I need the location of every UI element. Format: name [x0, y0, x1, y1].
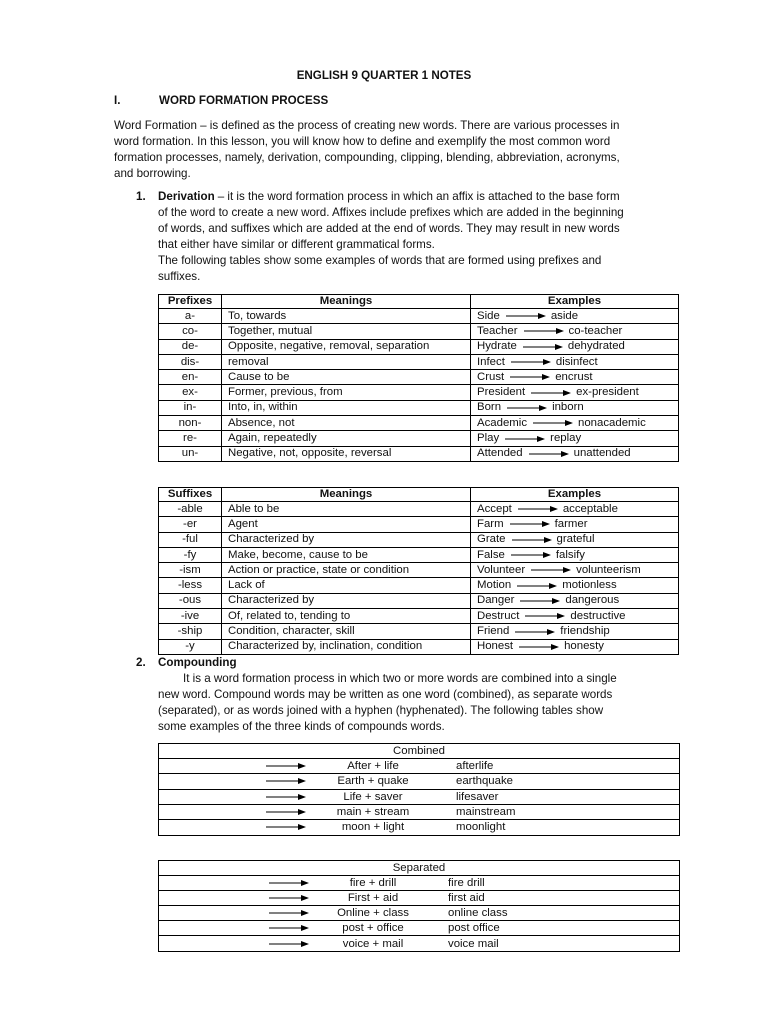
compound-row: [159, 876, 679, 891]
intro-paragraph: [114, 118, 620, 182]
list-number-derivation: 1.: [136, 190, 146, 203]
table-header-row: [159, 488, 679, 502]
right-arrow-icon: [512, 536, 552, 544]
example-cell: [471, 639, 679, 654]
affix-cell: -ism: [159, 563, 222, 578]
example-cell: [471, 339, 679, 354]
right-arrow-icon: [518, 505, 558, 513]
compound-row: [159, 790, 679, 805]
base-word: Destruct: [477, 609, 520, 622]
table-body: [159, 502, 679, 655]
meaning-cell: Cause to be: [222, 370, 471, 385]
table-row: [159, 385, 679, 400]
derived-word: inborn: [552, 401, 584, 414]
right-arrow-icon: [511, 551, 551, 559]
meaning-cell: To, towards: [222, 309, 471, 324]
paragraph-line: that either have similar or different grammatical forms.: [158, 238, 435, 251]
paragraph-line: (separated), or as words joined with a hyphen (hyphenated). The following tables show: [158, 704, 604, 717]
right-arrow-icon: [519, 643, 559, 651]
example-cell: [471, 446, 679, 461]
affix-cell: -less: [159, 578, 222, 593]
table-row: [159, 547, 679, 562]
compound-word: fire drill: [448, 877, 485, 889]
example-pair: [477, 610, 626, 623]
derived-word: dehydrated: [567, 340, 625, 353]
paragraph-line: suffixes.: [158, 270, 201, 283]
meaning-cell: Negative, not, opposite, reversal: [222, 446, 471, 461]
table-row: [159, 339, 679, 354]
right-arrow-icon: [505, 435, 545, 443]
compound-parts: moon + light: [341, 821, 405, 834]
derived-word: friendship: [560, 625, 610, 638]
compound-row: [159, 891, 679, 906]
combined-table: [158, 743, 680, 836]
base-word: Volunteer: [477, 563, 526, 576]
table-head: [159, 295, 679, 309]
paragraph-line: and borrowing.: [114, 167, 191, 180]
compound-row: [159, 820, 679, 835]
right-arrow-icon: [531, 566, 571, 574]
compound-parts: First + aid: [347, 892, 399, 904]
compound-parts: main + stream: [336, 805, 410, 818]
example-pair: [477, 518, 588, 531]
example-cell: [471, 502, 679, 517]
affix-cell: -able: [159, 502, 222, 517]
example-pair: [477, 356, 598, 369]
compounding-paragraph: [158, 655, 617, 735]
section-number: I.: [114, 94, 121, 107]
example-cell: [471, 431, 679, 446]
derived-word: aside: [550, 309, 579, 322]
meaning-cell: Agent: [222, 517, 471, 532]
right-arrow-icon: [515, 628, 555, 636]
compound-row: [159, 805, 679, 820]
meaning-cell: Lack of: [222, 578, 471, 593]
example-cell: [471, 309, 679, 324]
base-word: Friend: [477, 625, 510, 638]
table-row: [159, 370, 679, 385]
example-pair: [477, 640, 604, 653]
table-head: [159, 488, 679, 502]
example-cell: [471, 624, 679, 639]
example-cell: [471, 532, 679, 547]
meaning-cell: Characterized by: [222, 532, 471, 547]
right-arrow-icon: [524, 327, 564, 335]
table-row: [159, 532, 679, 547]
paragraph-line: some examples of the three kinds of compounds words.: [158, 720, 445, 733]
example-pair: [477, 371, 593, 384]
meaning-cell: Condition, character, skill: [222, 624, 471, 639]
meaning-cell: Of, related to, tending to: [222, 609, 471, 624]
table-row: [159, 593, 679, 608]
base-word: Infect: [477, 355, 505, 368]
compound-parts: Online + class: [337, 907, 409, 919]
affix-cell: un-: [159, 446, 222, 461]
derived-word: unattended: [573, 447, 631, 460]
meaning-cell: Characterized by, inclination, condition: [222, 639, 471, 654]
meaning-cell: Together, mutual: [222, 324, 471, 339]
compound-word: lifesaver: [456, 790, 499, 803]
derived-word: volunteerism: [576, 563, 641, 576]
meaning-cell: Into, in, within: [222, 400, 471, 415]
affix-cell: non-: [159, 416, 222, 431]
derived-word: falsify: [555, 548, 585, 561]
derived-word: grateful: [556, 533, 595, 546]
affix-cell: re-: [159, 431, 222, 446]
meanings-header: Meanings: [222, 295, 471, 309]
base-word: Danger: [477, 594, 515, 607]
right-arrow-icon: [510, 520, 550, 528]
document-title: ENGLISH 9 QUARTER 1 NOTES: [296, 69, 472, 82]
base-word: Motion: [477, 579, 512, 592]
meaning-cell: removal: [222, 354, 471, 369]
table-row: [159, 324, 679, 339]
compound-word: afterlife: [456, 760, 494, 773]
affix-cell: dis-: [159, 354, 222, 369]
derived-word: disinfect: [555, 355, 598, 368]
table-row: [159, 517, 679, 532]
table-row: [159, 624, 679, 639]
derivation-definition: – it is the word formation process in which an affix is attached to the base form: [217, 190, 620, 203]
separated-header: Separated: [159, 861, 679, 876]
compound-word: first aid: [448, 892, 485, 904]
table-row: [159, 309, 679, 324]
compound-row: [159, 906, 679, 921]
example-cell: [471, 593, 679, 608]
compounding-term: Compounding: [158, 656, 237, 669]
compound-word: online class: [448, 907, 508, 919]
base-word: Farm: [477, 517, 504, 530]
compound-parts: fire + drill: [349, 877, 397, 889]
table-row: [159, 400, 679, 415]
base-word: Accept: [477, 502, 512, 515]
example-pair: [477, 417, 646, 430]
example-pair: [477, 447, 631, 460]
compound-row: [159, 774, 679, 789]
compound-word: post office: [448, 922, 500, 934]
table-row: [159, 609, 679, 624]
example-pair: [477, 564, 641, 577]
derived-word: dangerous: [565, 594, 620, 607]
base-word: Play: [477, 432, 500, 445]
derivation-paragraph: [158, 189, 624, 285]
table-body: [159, 309, 679, 462]
base-word: Born: [477, 401, 502, 414]
right-arrow-icon: [266, 762, 306, 770]
base-word: Teacher: [477, 324, 518, 337]
example-cell: [471, 517, 679, 532]
meaning-cell: Again, repeatedly: [222, 431, 471, 446]
right-arrow-icon: [266, 823, 306, 831]
example-cell: [471, 370, 679, 385]
paragraph-line: word formation. In this lesson, you will know how to define and exemplify the most common word: [114, 135, 611, 148]
right-arrow-icon: [507, 404, 547, 412]
table-row: [159, 446, 679, 461]
derived-word: co-teacher: [568, 324, 623, 337]
table-row: [159, 431, 679, 446]
combined-header: Combined: [159, 744, 679, 759]
example-pair: [477, 625, 610, 638]
base-word: President: [477, 386, 526, 399]
example-pair: [477, 594, 619, 607]
example-pair: [477, 579, 617, 592]
base-word: False: [477, 548, 505, 561]
right-arrow-icon: [266, 793, 306, 801]
example-pair: [477, 310, 578, 323]
example-pair: [477, 325, 622, 338]
affix-cell: ex-: [159, 385, 222, 400]
compound-word: voice mail: [448, 937, 499, 950]
suffixes-header: Suffixes: [159, 488, 222, 502]
affix-cell: -er: [159, 517, 222, 532]
derived-word: acceptable: [562, 502, 618, 515]
example-cell: [471, 609, 679, 624]
base-word: Academic: [477, 416, 528, 429]
right-arrow-icon: [506, 312, 546, 320]
example-cell: [471, 324, 679, 339]
base-word: Crust: [477, 370, 505, 383]
table-header-row: [159, 295, 679, 309]
table-row: [159, 502, 679, 517]
paragraph-line: The following tables show some examples of words that are formed using prefixes and: [158, 254, 602, 267]
right-arrow-icon: [523, 343, 563, 351]
base-word: Attended: [477, 447, 523, 460]
base-word: Grate: [477, 533, 506, 546]
derived-word: farmer: [554, 517, 588, 530]
example-pair: [477, 503, 618, 516]
right-arrow-icon: [517, 582, 557, 590]
paragraph-line: of words, and suffixes which are added at the end of words. They may result in new words: [158, 222, 620, 235]
example-pair: [477, 549, 585, 562]
paragraph-line: It is a word formation process in which two or more words are combined into a single: [183, 672, 617, 685]
meaning-cell: Able to be: [222, 502, 471, 517]
derived-word: honesty: [564, 640, 604, 653]
table-row: [159, 639, 679, 654]
derived-word: ex-president: [576, 386, 639, 399]
compound-word: mainstream: [456, 805, 516, 818]
meaning-cell: Absence, not: [222, 416, 471, 431]
list-number-compounding: 2.: [136, 656, 146, 669]
example-cell: [471, 578, 679, 593]
affix-cell: -ous: [159, 593, 222, 608]
suffix-table: [158, 487, 679, 655]
affix-cell: -ful: [159, 532, 222, 547]
meaning-cell: Former, previous, from: [222, 385, 471, 400]
right-arrow-icon: [529, 450, 569, 458]
example-pair: [477, 533, 595, 546]
derived-word: nonacademic: [578, 416, 646, 429]
example-cell: [471, 416, 679, 431]
compound-row: [159, 759, 679, 774]
paragraph-line: new word. Compound words may be written as one word (combined), as separate words: [158, 688, 613, 701]
example-cell: [471, 354, 679, 369]
table-row: [159, 578, 679, 593]
right-arrow-icon: [511, 358, 551, 366]
right-arrow-icon: [266, 808, 306, 816]
table-row: [159, 563, 679, 578]
compound-word: moonlight: [456, 821, 506, 834]
affix-cell: -ship: [159, 624, 222, 639]
compound-parts: After + life: [347, 760, 399, 773]
meaning-cell: Opposite, negative, removal, separation: [222, 339, 471, 354]
base-word: Honest: [477, 640, 514, 653]
meaning-cell: Action or practice, state or condition: [222, 563, 471, 578]
affix-cell: a-: [159, 309, 222, 324]
prefix-table: [158, 294, 679, 462]
compound-row: [159, 936, 679, 951]
compound-word: earthquake: [456, 775, 513, 788]
right-arrow-icon: [531, 389, 571, 397]
table-row: [159, 354, 679, 369]
examples-header: Examples: [471, 488, 679, 502]
meaning-cell: Make, become, cause to be: [222, 547, 471, 562]
example-cell: [471, 563, 679, 578]
affix-cell: -y: [159, 639, 222, 654]
right-arrow-icon: [510, 373, 550, 381]
example-pair: [477, 340, 625, 353]
paragraph-line: of the word to create a new word. Affixes include prefixes which are added in the beginning: [158, 206, 624, 219]
right-arrow-icon: [266, 777, 306, 785]
section-heading: WORD FORMATION PROCESS: [159, 94, 329, 107]
prefixes-header: Prefixes: [159, 295, 222, 309]
affix-cell: -ive: [159, 609, 222, 624]
examples-header: Examples: [471, 295, 679, 309]
affix-cell: co-: [159, 324, 222, 339]
table-row: [159, 416, 679, 431]
derivation-term: Derivation: [158, 190, 215, 203]
base-word: Side: [477, 309, 500, 322]
example-pair: [477, 401, 584, 414]
paragraph-line: Word Formation – is defined as the process of creating new words. There are various processes in: [114, 119, 620, 132]
derived-word: motionless: [562, 579, 617, 592]
derived-word: encrust: [555, 370, 593, 383]
paragraph-line: [158, 189, 624, 205]
meaning-cell: Characterized by: [222, 593, 471, 608]
compound-parts: voice + mail: [342, 937, 404, 950]
compound-parts: post + office: [342, 922, 404, 934]
example-pair: [477, 386, 639, 399]
paragraph-line: formation processes, namely, derivation, compounding, clipping, blending, abbreviation, acronyms,: [114, 151, 620, 164]
affix-cell: in-: [159, 400, 222, 415]
derived-word: destructive: [570, 609, 626, 622]
right-arrow-icon: [525, 612, 565, 620]
example-pair: [477, 432, 581, 445]
affix-cell: de-: [159, 339, 222, 354]
compound-row: [159, 921, 679, 936]
affix-cell: en-: [159, 370, 222, 385]
derived-word: replay: [550, 432, 582, 445]
separated-table: [158, 860, 680, 952]
base-word: Hydrate: [477, 340, 517, 353]
example-cell: [471, 547, 679, 562]
example-cell: [471, 400, 679, 415]
meanings-header: Meanings: [222, 488, 471, 502]
example-cell: [471, 385, 679, 400]
compound-parts: Life + saver: [343, 790, 403, 803]
compound-parts: Earth + quake: [337, 775, 409, 788]
right-arrow-icon: [533, 419, 573, 427]
right-arrow-icon: [520, 597, 560, 605]
affix-cell: -fy: [159, 547, 222, 562]
